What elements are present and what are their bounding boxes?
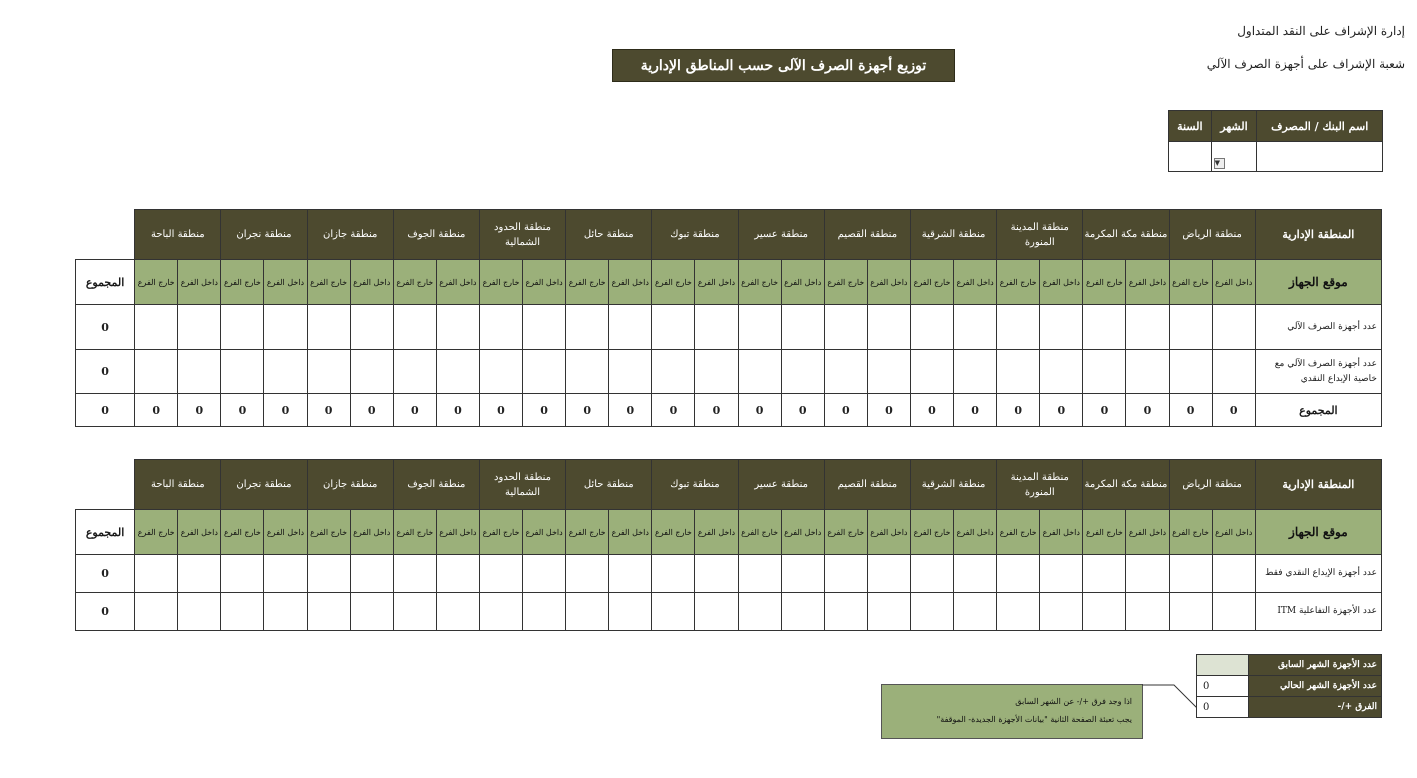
count-input-cell[interactable]: [178, 350, 221, 394]
count-input-cell[interactable]: [1169, 350, 1212, 394]
inside-branch-label: داخل الفرع: [609, 260, 652, 305]
total-row-cell: 0: [135, 394, 178, 427]
count-input-cell[interactable]: [307, 350, 350, 394]
table2-region-name: منطقة الجوف: [393, 460, 479, 510]
count-input-cell[interactable]: [1126, 350, 1169, 394]
table2-row-label: عدد أجهزة الإيداع النقدي فقط: [1255, 555, 1381, 593]
total-row-label: المجموع: [1255, 394, 1381, 427]
count-input-cell[interactable]: [867, 593, 910, 631]
count-input-cell[interactable]: [954, 593, 997, 631]
count-input-cell[interactable]: [566, 305, 609, 350]
table2-region-header: المنطقة الإدارية: [1255, 460, 1381, 510]
count-input-cell[interactable]: [307, 593, 350, 631]
outside-branch-label: خارج الفرع: [997, 260, 1040, 305]
bank-info-table: [1168, 110, 1383, 172]
chevron-down-icon[interactable]: ▼: [1214, 158, 1225, 169]
inside-branch-label: داخل الفرع: [1040, 260, 1083, 305]
outside-branch-label: خارج الفرع: [824, 510, 867, 555]
count-input-cell[interactable]: [1040, 593, 1083, 631]
count-input-cell[interactable]: [221, 593, 264, 631]
total-row-cell: 0: [479, 394, 522, 427]
inside-branch-label: داخل الفرع: [350, 510, 393, 555]
outside-branch-label: خارج الفرع: [1083, 510, 1126, 555]
table2-region-name: منطقة القصيم: [824, 460, 910, 510]
total-row-cell: 0: [1040, 394, 1083, 427]
table1-region-header: المنطقة الإدارية: [1255, 210, 1381, 260]
table2-region-name: منطقة نجران: [221, 460, 307, 510]
count-input-cell[interactable]: [264, 555, 307, 593]
bank-name-input[interactable]: [1257, 142, 1383, 172]
count-input-cell[interactable]: [867, 305, 910, 350]
outside-branch-label: خارج الفرع: [221, 260, 264, 305]
count-input-cell[interactable]: [781, 350, 824, 394]
outside-branch-label: خارج الفرع: [652, 260, 695, 305]
count-input-cell[interactable]: [178, 305, 221, 350]
count-input-cell[interactable]: [997, 555, 1040, 593]
outside-branch-label: خارج الفرع: [652, 510, 695, 555]
table1-row-total: 0: [76, 305, 135, 350]
count-input-cell[interactable]: [523, 305, 566, 350]
current-month-value: 0: [1197, 676, 1249, 697]
count-input-cell[interactable]: [264, 350, 307, 394]
total-row-cell: 0: [393, 394, 436, 427]
outside-branch-label: خارج الفرع: [566, 510, 609, 555]
inside-branch-label: داخل الفرع: [178, 260, 221, 305]
inside-branch-label: داخل الفرع: [178, 510, 221, 555]
table1-region-name: منطقة عسير: [738, 210, 824, 260]
count-input-cell[interactable]: [566, 350, 609, 394]
count-input-cell[interactable]: [824, 593, 867, 631]
total-row-cell: 0: [1083, 394, 1126, 427]
count-input-cell[interactable]: [135, 593, 178, 631]
count-input-cell[interactable]: [350, 593, 393, 631]
count-input-cell[interactable]: [221, 555, 264, 593]
outside-branch-label: خارج الفرع: [1169, 260, 1212, 305]
inside-branch-label: داخل الفرع: [954, 260, 997, 305]
note-line-2: يجب تعبئة الصفحة الثانية "بيانات الأجهزة الجديدة- الموقفة": [936, 715, 1132, 724]
total-row-cell: 0: [738, 394, 781, 427]
count-input-cell[interactable]: [781, 305, 824, 350]
total-row-cell: 0: [695, 394, 738, 427]
count-input-cell[interactable]: [1083, 555, 1126, 593]
count-input-cell[interactable]: [954, 350, 997, 394]
outside-branch-label: خارج الفرع: [997, 510, 1040, 555]
total-row-cell: 0: [609, 394, 652, 427]
note-connector-line: [1142, 684, 1202, 714]
inside-branch-label: داخل الفرع: [867, 510, 910, 555]
count-input-cell[interactable]: [609, 593, 652, 631]
count-input-cell[interactable]: [178, 593, 221, 631]
count-input-cell[interactable]: [436, 555, 479, 593]
table2-region-name: منطقة جازان: [307, 460, 393, 510]
count-input-cell[interactable]: [523, 350, 566, 394]
table1-region-name: منطقة المدينة المنورة: [997, 210, 1083, 260]
count-input-cell[interactable]: [609, 305, 652, 350]
total-row-cell: 0: [1212, 394, 1255, 427]
count-input-cell[interactable]: [307, 305, 350, 350]
table2-row-label: عدد الأجهزة التفاعلية ITM: [1255, 593, 1381, 631]
count-input-cell[interactable]: [1083, 305, 1126, 350]
count-input-cell[interactable]: [738, 555, 781, 593]
prev-month-label: عدد الأجهزة الشهر السابق: [1249, 655, 1382, 676]
table1-row-total: 0: [76, 350, 135, 394]
count-input-cell[interactable]: [867, 350, 910, 394]
count-input-cell[interactable]: [609, 350, 652, 394]
table2-total-column-header: المجموع: [76, 510, 135, 555]
table1-row-label: عدد أجهزة الصرف الآلي مع خاصية الإيداع النقدي: [1255, 350, 1381, 394]
total-row-cell: 0: [221, 394, 264, 427]
inside-branch-label: داخل الفرع: [523, 260, 566, 305]
table1-region-name: منطقة مكة المكرمة: [1083, 210, 1169, 260]
total-row-cell: 0: [178, 394, 221, 427]
count-input-cell[interactable]: [178, 555, 221, 593]
inside-branch-label: داخل الفرع: [954, 510, 997, 555]
count-input-cell[interactable]: [695, 593, 738, 631]
count-input-cell[interactable]: [695, 350, 738, 394]
count-input-cell[interactable]: [221, 350, 264, 394]
count-input-cell[interactable]: [436, 350, 479, 394]
table1-region-name: منطقة القصيم: [824, 210, 910, 260]
year-label: السنة: [1169, 111, 1212, 142]
table2-row-total: 0: [76, 555, 135, 593]
inside-branch-label: داخل الفرع: [523, 510, 566, 555]
table1-total-column-header: المجموع: [76, 260, 135, 305]
bank-name-label: اسم البنك / المصرف: [1257, 111, 1383, 142]
count-input-cell[interactable]: [824, 350, 867, 394]
outside-branch-label: خارج الفرع: [910, 260, 953, 305]
count-input-cell[interactable]: [997, 350, 1040, 394]
prev-month-value[interactable]: [1197, 655, 1249, 676]
blank-corner: [76, 460, 135, 510]
blank-corner: [76, 210, 135, 260]
table2-region-name: منطقة مكة المكرمة: [1083, 460, 1169, 510]
table2-region-name: منطقة الشرقية: [910, 460, 996, 510]
total-row-cell: 0: [436, 394, 479, 427]
count-input-cell[interactable]: [1083, 593, 1126, 631]
outside-branch-label: خارج الفرع: [910, 510, 953, 555]
grand-total-cell: 0: [76, 394, 135, 427]
count-input-cell[interactable]: [479, 305, 522, 350]
total-row-cell: 0: [954, 394, 997, 427]
total-row-cell: 0: [652, 394, 695, 427]
table1-region-name: منطقة الشرقية: [910, 210, 996, 260]
table2-region-name: منطقة المدينة المنورة: [997, 460, 1083, 510]
outside-branch-label: خارج الفرع: [1083, 260, 1126, 305]
deposit-itm-distribution-table: [75, 459, 1382, 631]
count-input-cell[interactable]: [350, 555, 393, 593]
count-input-cell[interactable]: [350, 350, 393, 394]
count-input-cell[interactable]: [954, 555, 997, 593]
count-input-cell[interactable]: [1169, 593, 1212, 631]
inside-branch-label: داخل الفرع: [1040, 510, 1083, 555]
count-input-cell[interactable]: [910, 593, 953, 631]
count-input-cell[interactable]: [523, 593, 566, 631]
count-input-cell[interactable]: [264, 305, 307, 350]
inside-branch-label: داخل الفرع: [264, 260, 307, 305]
month-comparison-table: [1196, 654, 1382, 718]
count-input-cell[interactable]: [781, 555, 824, 593]
inside-branch-label: داخل الفرع: [350, 260, 393, 305]
count-input-cell[interactable]: [1169, 555, 1212, 593]
table2-region-name: منطقة الباحة: [135, 460, 221, 510]
total-row-cell: 0: [824, 394, 867, 427]
count-input-cell[interactable]: [1126, 593, 1169, 631]
count-input-cell[interactable]: [350, 305, 393, 350]
difference-note: [881, 684, 1143, 739]
total-row-cell: 0: [781, 394, 824, 427]
inside-branch-label: داخل الفرع: [781, 260, 824, 305]
table1-location-header: موقع الجهاز: [1255, 260, 1381, 305]
total-row-cell: 0: [1169, 394, 1212, 427]
outside-branch-label: خارج الفرع: [479, 510, 522, 555]
table2-location-header: موقع الجهاز: [1255, 510, 1381, 555]
count-input-cell[interactable]: [566, 555, 609, 593]
count-input-cell[interactable]: [1212, 555, 1255, 593]
table2-region-name: منطقة عسير: [738, 460, 824, 510]
inside-branch-label: داخل الفرع: [264, 510, 307, 555]
count-input-cell[interactable]: [135, 555, 178, 593]
count-input-cell[interactable]: [609, 555, 652, 593]
count-input-cell[interactable]: [1212, 305, 1255, 350]
count-input-cell[interactable]: [307, 555, 350, 593]
count-input-cell[interactable]: [824, 305, 867, 350]
inside-branch-label: داخل الفرع: [1212, 510, 1255, 555]
month-label: الشهر: [1211, 111, 1257, 142]
count-input-cell[interactable]: [652, 555, 695, 593]
table2-region-name: منطقة الحدود الشمالية: [479, 460, 565, 510]
current-month-label: عدد الأجهزة الشهر الحالي: [1249, 676, 1382, 697]
count-input-cell[interactable]: [135, 350, 178, 394]
inside-branch-label: داخل الفرع: [1126, 260, 1169, 305]
inside-branch-label: داخل الفرع: [436, 510, 479, 555]
outside-branch-label: خارج الفرع: [135, 510, 178, 555]
page-title: توزيع أجهزة الصرف الآلى حسب المناطق الإدارية: [612, 49, 955, 82]
count-input-cell[interactable]: [479, 350, 522, 394]
outside-branch-label: خارج الفرع: [393, 510, 436, 555]
table1-region-name: منطقة حائل: [566, 210, 652, 260]
count-input-cell[interactable]: [1040, 350, 1083, 394]
inside-branch-label: داخل الفرع: [1212, 260, 1255, 305]
table2-region-name: منطقة الرياض: [1169, 460, 1255, 510]
outside-branch-label: خارج الفرع: [221, 510, 264, 555]
count-input-cell[interactable]: [867, 555, 910, 593]
count-input-cell[interactable]: [910, 350, 953, 394]
count-input-cell[interactable]: [1212, 593, 1255, 631]
count-input-cell[interactable]: [954, 305, 997, 350]
outside-branch-label: خارج الفرع: [738, 260, 781, 305]
total-row-cell: 0: [997, 394, 1040, 427]
count-input-cell[interactable]: [695, 305, 738, 350]
count-input-cell[interactable]: [264, 593, 307, 631]
count-input-cell[interactable]: [566, 593, 609, 631]
count-input-cell[interactable]: [1040, 305, 1083, 350]
note-line-1: اذا وجد فرق +/- عن الشهر السابق: [1015, 697, 1132, 706]
outside-branch-label: خارج الفرع: [307, 260, 350, 305]
count-input-cell[interactable]: [738, 305, 781, 350]
table1-region-name: منطقة تبوك: [652, 210, 738, 260]
count-input-cell[interactable]: [393, 350, 436, 394]
total-row-cell: 0: [350, 394, 393, 427]
count-input-cell[interactable]: [393, 305, 436, 350]
count-input-cell[interactable]: [738, 350, 781, 394]
total-row-cell: 0: [264, 394, 307, 427]
count-input-cell[interactable]: [652, 305, 695, 350]
count-input-cell[interactable]: [479, 593, 522, 631]
table1-region-name: منطقة جازان: [307, 210, 393, 260]
count-input-cell[interactable]: [910, 305, 953, 350]
count-input-cell[interactable]: [738, 593, 781, 631]
table2-region-name: منطقة حائل: [566, 460, 652, 510]
count-input-cell[interactable]: [1083, 350, 1126, 394]
outside-branch-label: خارج الفرع: [393, 260, 436, 305]
outside-branch-label: خارج الفرع: [307, 510, 350, 555]
outside-branch-label: خارج الفرع: [824, 260, 867, 305]
count-input-cell[interactable]: [1126, 555, 1169, 593]
count-input-cell[interactable]: [824, 555, 867, 593]
inside-branch-label: داخل الفرع: [867, 260, 910, 305]
year-input[interactable]: [1169, 142, 1212, 172]
count-input-cell[interactable]: [393, 555, 436, 593]
count-input-cell[interactable]: [997, 305, 1040, 350]
count-input-cell[interactable]: [393, 593, 436, 631]
table2-region-name: منطقة تبوك: [652, 460, 738, 510]
count-input-cell[interactable]: [781, 593, 824, 631]
inside-branch-label: داخل الفرع: [695, 260, 738, 305]
count-input-cell[interactable]: [1212, 350, 1255, 394]
outside-branch-label: خارج الفرع: [566, 260, 609, 305]
count-input-cell[interactable]: [479, 555, 522, 593]
count-input-cell[interactable]: [997, 593, 1040, 631]
count-input-cell[interactable]: [1126, 305, 1169, 350]
count-input-cell[interactable]: [436, 593, 479, 631]
total-row-cell: 0: [566, 394, 609, 427]
count-input-cell[interactable]: [1169, 305, 1212, 350]
count-input-cell[interactable]: [652, 350, 695, 394]
outside-branch-label: خارج الفرع: [1169, 510, 1212, 555]
month-select[interactable]: [1211, 142, 1257, 172]
total-row-cell: 0: [867, 394, 910, 427]
inside-branch-label: داخل الفرع: [609, 510, 652, 555]
inside-branch-label: داخل الفرع: [695, 510, 738, 555]
difference-label: الفرق +/-: [1249, 697, 1382, 718]
count-input-cell[interactable]: [135, 305, 178, 350]
inside-branch-label: داخل الفرع: [1126, 510, 1169, 555]
table1-region-name: منطقة الباحة: [135, 210, 221, 260]
table1-region-name: منطقة الرياض: [1169, 210, 1255, 260]
count-input-cell[interactable]: [910, 555, 953, 593]
table1-row-label: عدد أجهزة الصرف الآلي: [1255, 305, 1381, 350]
org-section-name: شعبة الإشراف على أجهزة الصرف الآلي: [1206, 57, 1405, 71]
count-input-cell[interactable]: [436, 305, 479, 350]
org-department-name: إدارة الإشراف على النقد المتداول: [1237, 24, 1405, 38]
inside-branch-label: داخل الفرع: [781, 510, 824, 555]
outside-branch-label: خارج الفرع: [479, 260, 522, 305]
table1-region-name: منطقة الحدود الشمالية: [479, 210, 565, 260]
total-row-cell: 0: [523, 394, 566, 427]
table2-row-total: 0: [76, 593, 135, 631]
count-input-cell[interactable]: [523, 555, 566, 593]
inside-branch-label: داخل الفرع: [436, 260, 479, 305]
count-input-cell[interactable]: [221, 305, 264, 350]
atm-distribution-table: [75, 209, 1382, 427]
table1-region-name: منطقة نجران: [221, 210, 307, 260]
total-row-cell: 0: [307, 394, 350, 427]
difference-value: 0: [1197, 697, 1249, 718]
table1-region-name: منطقة الجوف: [393, 210, 479, 260]
total-row-cell: 0: [910, 394, 953, 427]
total-row-cell: 0: [1126, 394, 1169, 427]
outside-branch-label: خارج الفرع: [135, 260, 178, 305]
outside-branch-label: خارج الفرع: [738, 510, 781, 555]
count-input-cell[interactable]: [652, 593, 695, 631]
count-input-cell[interactable]: [695, 555, 738, 593]
count-input-cell[interactable]: [1040, 555, 1083, 593]
